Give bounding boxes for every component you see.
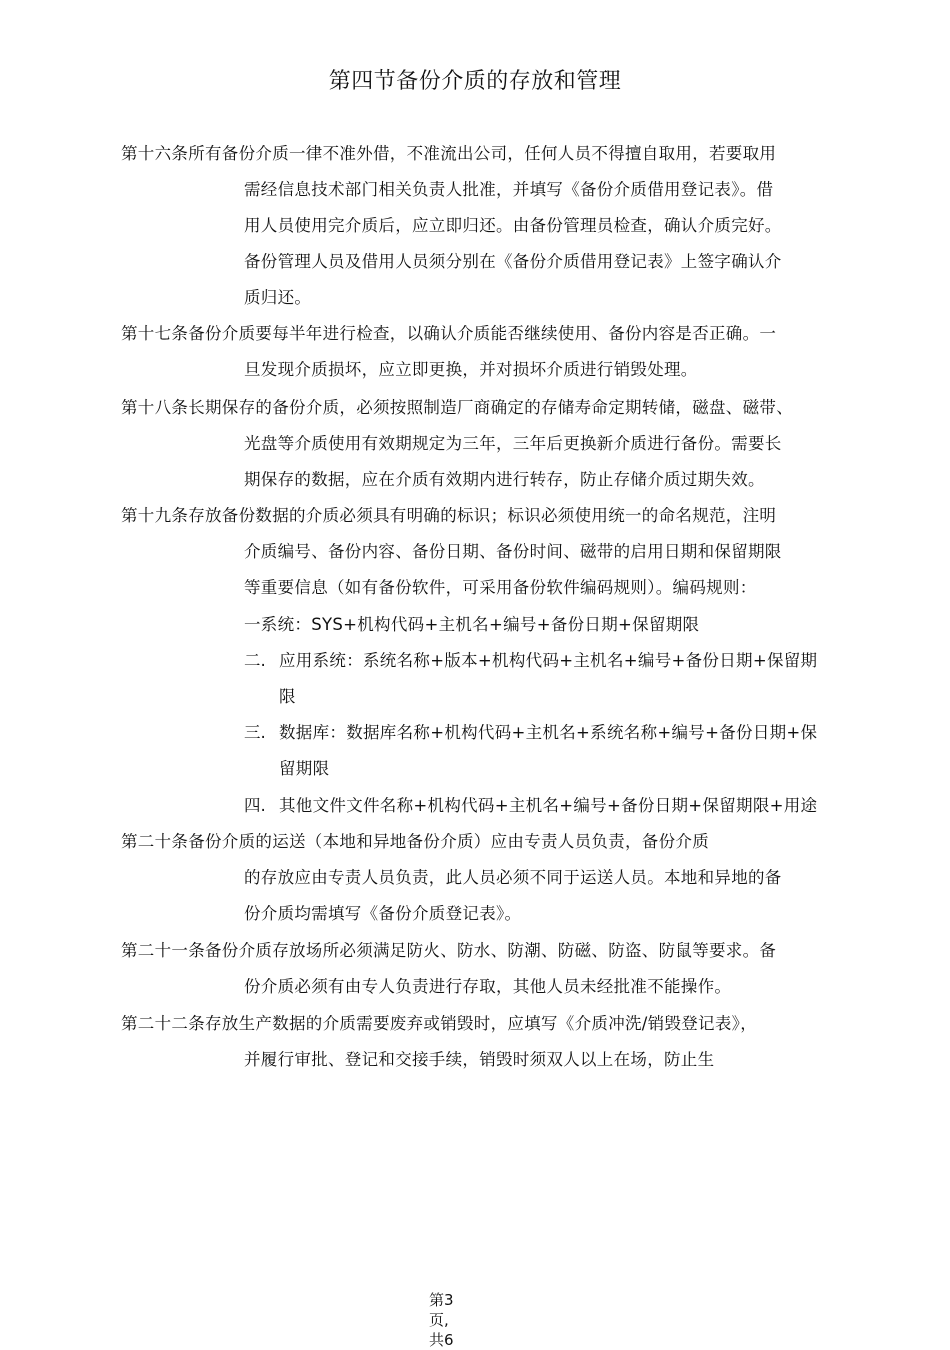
coding-rule-other-files: 其他文件文件名称+机构代码+主机名+编号+备份日期+保留期限+用途 bbox=[279, 796, 818, 815]
article-18-line-1: 第十八条长期保存的备份介质，必须按照制造厂商确定的存储寿命定期转储，磁盘、磁带、 bbox=[121, 398, 793, 417]
page-number-part: 第3 bbox=[429, 1291, 454, 1309]
article-21-line-2: 份介质必须有由专人负责进行存取，其他人员未经批准不能操作。 bbox=[244, 977, 732, 996]
article-17-line-2: 旦发现介质损坏，应立即更换，并对损坏介质进行销毁处理。 bbox=[244, 360, 698, 379]
page-number-part: 页, bbox=[429, 1311, 449, 1329]
article-16-line-2: 需经信息技术部门相关负责人批准，并填写《备份介质借用登记表》。借 bbox=[244, 180, 774, 199]
article-20-line-1: 第二十条备份介质的运送（本地和异地备份介质）应由专责人员负责，备份介质 bbox=[121, 832, 709, 851]
article-17-line-1: 第十七条备份介质要每半年进行检查，以确认介质能否继续使用、备份内容是否正确。一 bbox=[121, 324, 777, 343]
article-20-line-2: 的存放应由专责人员负责，此人员必须不同于运送人员。本地和异地的备 bbox=[244, 868, 782, 887]
article-19-line-2: 介质编号、备份内容、备份日期、备份时间、磁带的启用日期和保留期限 bbox=[244, 542, 782, 561]
coding-rule-system: 一系统：SYS+机构代码+主机名+编号+备份日期+保留期限 bbox=[244, 615, 700, 634]
article-22-line-2: 并履行审批、登记和交接手续，销毁时须双人以上在场，防止生 bbox=[244, 1050, 715, 1069]
list-marker-4: 四. bbox=[244, 796, 266, 815]
page-number-part: 共6 bbox=[429, 1331, 454, 1349]
article-18-line-3: 期保存的数据，应在介质有效期内进行转存，防止存储介质过期失效。 bbox=[244, 470, 765, 489]
article-20-line-3: 份介质均需填写《备份介质登记表》。 bbox=[244, 904, 522, 923]
coding-rule-database-line-2: 留期限 bbox=[279, 759, 330, 778]
article-19-line-3: 等重要信息（如有备份软件，可采用备份软件编码规则）。编码规则： bbox=[244, 578, 757, 597]
article-16-line-5: 质归还。 bbox=[244, 288, 312, 307]
list-marker-2: 二. bbox=[244, 651, 266, 670]
article-16-line-4: 备份管理人员及借用人员须分别在《备份介质借用登记表》上签字确认介 bbox=[244, 252, 782, 271]
article-19-line-1: 第十九条存放备份数据的介质必须具有明确的标识；标识必须使用统一的命名规范，注明 bbox=[121, 506, 777, 525]
article-16-line-3: 用人员使用完介质后，应立即归还。由备份管理员检查，确认介质完好。 bbox=[244, 216, 782, 235]
list-marker-3: 三. bbox=[244, 723, 266, 742]
article-18-line-2: 光盘等介质使用有效期规定为三年，三年后更换新介质进行备份。需要长 bbox=[244, 434, 782, 453]
coding-rule-database-line-1: 数据库：数据库名称+机构代码+主机名+系统名称+编号+备份日期+保 bbox=[279, 723, 818, 742]
article-21-line-1: 第二十一条备份介质存放场所必须满足防火、防水、防潮、防磁、防盗、防鼠等要求。备 bbox=[121, 941, 777, 960]
coding-rule-application-line-2: 限 bbox=[279, 687, 296, 706]
page-number-footer bbox=[429, 1290, 469, 1350]
coding-rule-application-line-1: 应用系统：系统名称+版本+机构代码+主机名+编号+备份日期+保留期 bbox=[279, 651, 818, 670]
article-16-line-1: 第十六条所有备份介质一律不准外借，不准流出公司，任何人员不得擅自取用，若要取用 bbox=[121, 144, 777, 163]
section-title: 第四节备份介质的存放和管理 bbox=[328, 69, 622, 94]
article-22-line-1: 第二十二条存放生产数据的介质需要废弃或销毁时，应填写《介质冲洗/销毁登记表》， bbox=[121, 1014, 758, 1033]
